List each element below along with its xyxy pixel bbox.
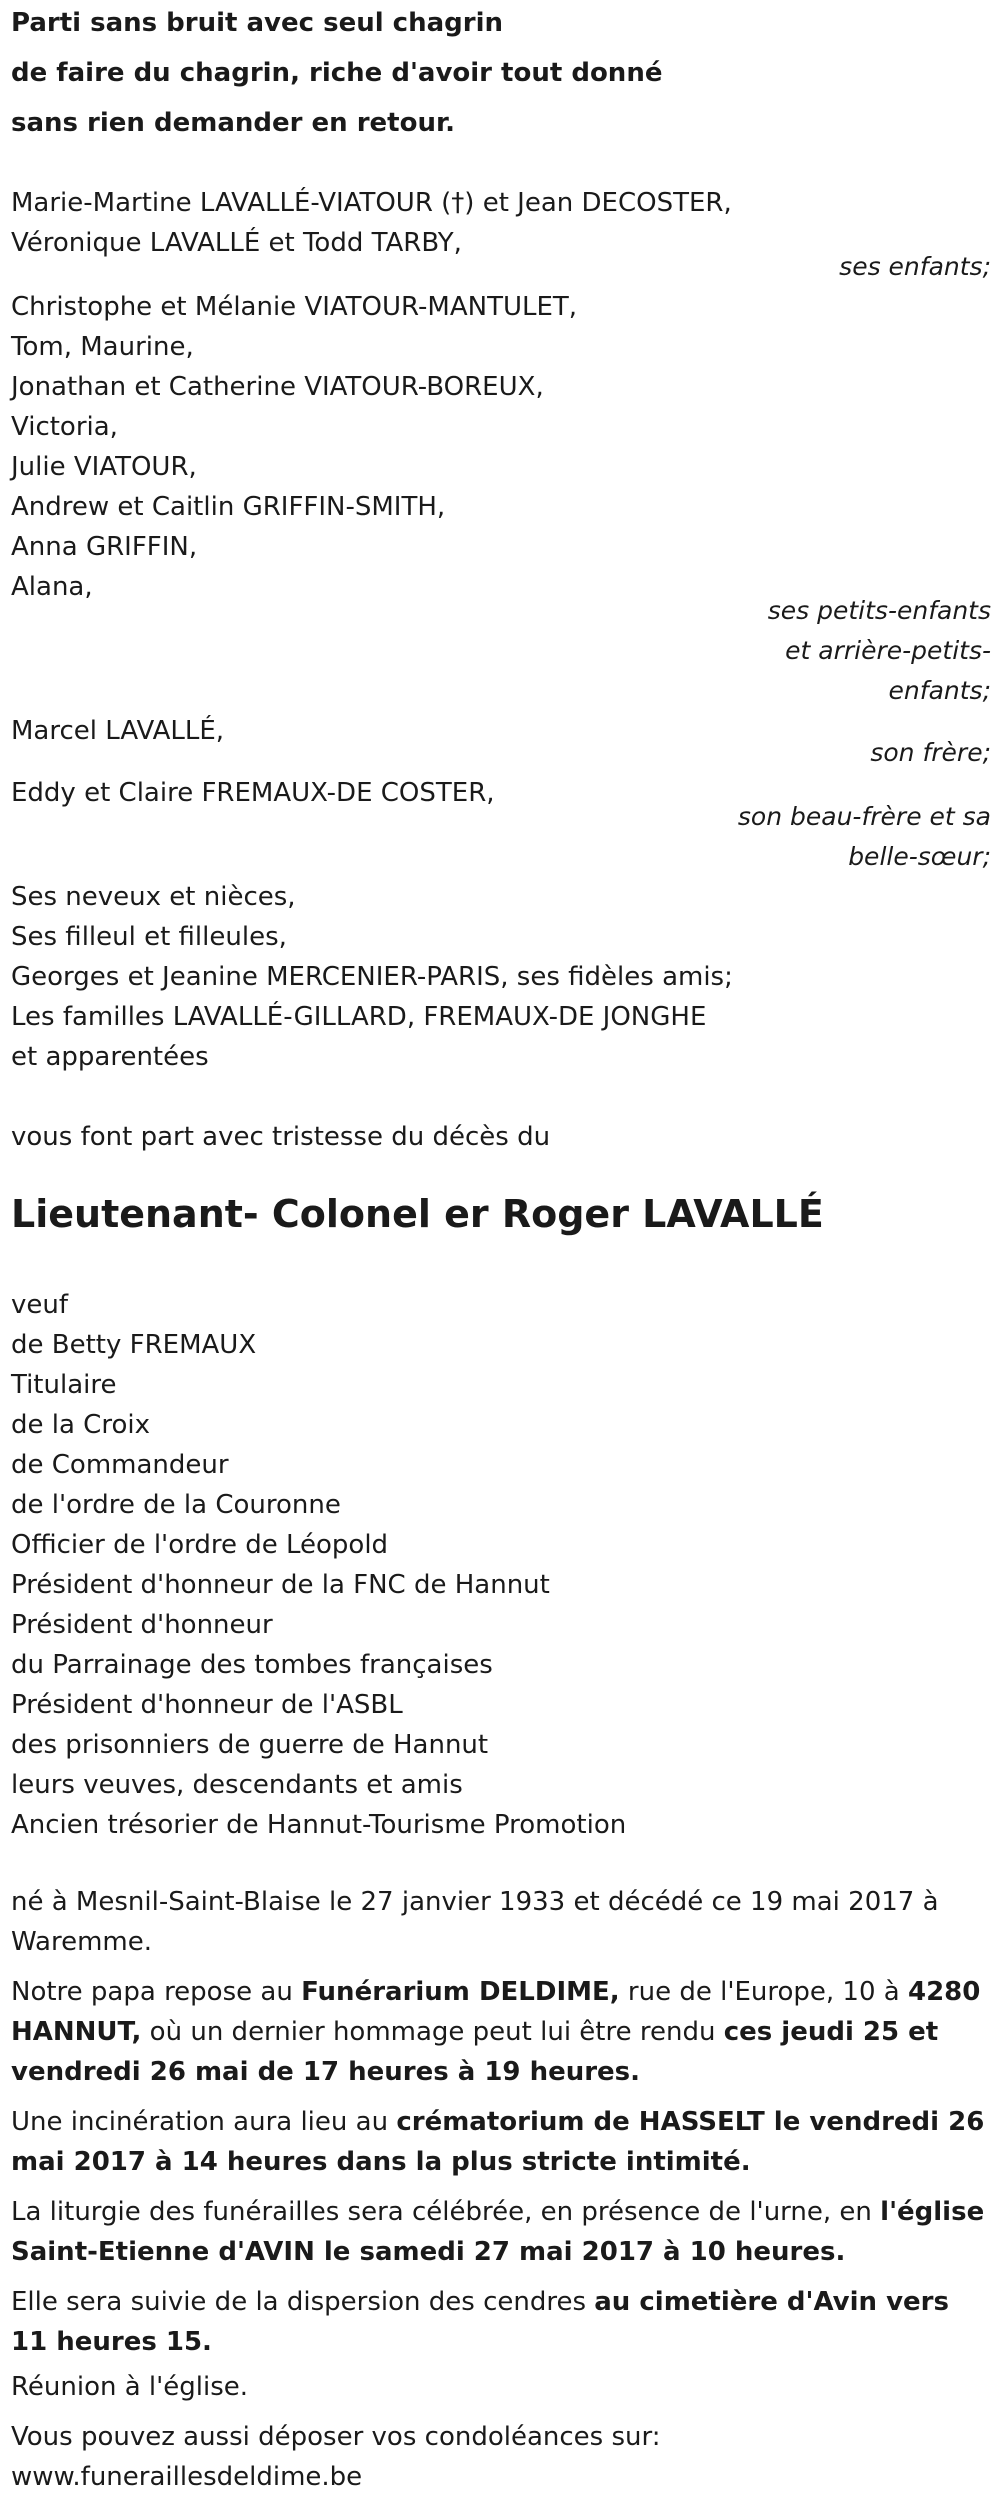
title-line: Président d'honneur de la FNC de Hannut	[11, 1570, 550, 1600]
relation-label: son beau-frère et sa	[737, 802, 991, 831]
family-line: Tom, Maurine,	[11, 332, 194, 362]
family-line: Christophe et Mélanie VIATOUR-MANTULET,	[11, 292, 578, 322]
family-line: et apparentées	[11, 1042, 209, 1072]
birth-death-info: né à Mesnil-Saint-Blaise le 27 janvier 1933 et décédé ce 19 mai 2017 à Waremme.	[11, 1887, 939, 1957]
title-line: de Betty FREMAUX	[11, 1330, 257, 1360]
title-line: Ancien trésorier de Hannut-Tourisme Promotion	[11, 1810, 627, 1840]
announcement: vous font part avec tristesse du décès du	[11, 1122, 551, 1152]
epigraph-line: de faire du chagrin, riche d'avoir tout donné	[11, 58, 663, 88]
family-line: Jonathan et Catherine VIATOUR-BOREUX,	[11, 372, 544, 402]
title-line: Président d'honneur	[11, 1610, 273, 1640]
epigraph-line: sans rien demander en retour.	[11, 108, 455, 138]
reunion-info: Réunion à l'église.	[11, 2372, 249, 2402]
relation-label: et arrière-petits-	[785, 636, 991, 665]
family-line: Alana,	[11, 572, 93, 602]
title-line: Officier de l'ordre de Léopold	[11, 1530, 389, 1560]
cremation-info: Une incinération aura lieu au crématorium de HASSELT le vendredi 26 mai 2017 à 14 heures dans la plus stricte intimité.	[11, 2107, 985, 2177]
family-line: Anna GRIFFIN,	[11, 532, 198, 562]
family-line: Victoria,	[11, 412, 118, 442]
liturgy-info: La liturgie des funérailles sera célébrée, en présence de l'urne, en l'église Saint-Etienne d'AVIN le samedi 27 mai 2017 à 10 heures.	[11, 2197, 985, 2267]
family-line: Andrew et Caitlin GRIFFIN-SMITH,	[11, 492, 446, 522]
relation-label: belle-sœur;	[848, 842, 991, 871]
ashes-info: Elle sera suivie de la dispersion des cendres au cimetière d'Avin vers 11 heures 15.	[11, 2287, 949, 2357]
relation-label: son frère;	[870, 738, 991, 767]
family-line: Marie-Martine LAVALLÉ-VIATOUR (†) et Jean DECOSTER,	[11, 188, 732, 218]
relation-label: ses petits-enfants	[767, 596, 991, 625]
title-line: Titulaire	[11, 1370, 117, 1400]
family-line: Georges et Jeanine MERCENIER-PARIS, ses fidèles amis;	[11, 962, 733, 992]
deceased-name: Lieutenant- Colonel er Roger LAVALLÉ	[11, 1192, 824, 1236]
condolences-info: Vous pouvez aussi déposer vos condoléances sur:	[11, 2422, 661, 2452]
title-line: veuf	[11, 1290, 69, 1320]
epigraph-line: Parti sans bruit avec seul chagrin	[11, 8, 504, 38]
title-line: Président d'honneur de l'ASBL	[11, 1690, 403, 1720]
family-line: Eddy et Claire FREMAUX-DE COSTER,	[11, 778, 495, 808]
website-link[interactable]	[11, 2462, 362, 2492]
family-line: Marcel LAVALLÉ,	[11, 716, 225, 746]
title-line: des prisonniers de guerre de Hannut	[11, 1730, 489, 1760]
title-line: de Commandeur	[11, 1450, 229, 1480]
relation-label: ses enfants;	[839, 252, 991, 281]
title-line: de la Croix	[11, 1410, 150, 1440]
family-line: Julie VIATOUR,	[11, 452, 197, 482]
family-line: Véronique LAVALLÉ et Todd TARBY,	[11, 228, 462, 258]
website-link-text[interactable]: www.funeraillesdeldime.be	[11, 2462, 363, 2492]
title-line: leurs veuves, descendants et amis	[11, 1770, 463, 1800]
relation-label: enfants;	[888, 676, 991, 705]
family-line: Les familles LAVALLÉ-GILLARD, FREMAUX-DE JONGHE	[11, 1002, 707, 1032]
family-line: Ses filleul et filleules,	[11, 922, 287, 952]
funerarium-info: Notre papa repose au Funérarium DELDIME, rue de l'Europe, 10 à 4280 HANNUT, où un dernier hommage peut lui être rendu ces jeudi 25 et vendredi 26 mai de 17 heures à 19 heures.	[11, 1977, 981, 2087]
family-line: Ses neveux et nièces,	[11, 882, 296, 912]
title-line: de l'ordre de la Couronne	[11, 1490, 341, 1520]
title-line: du Parrainage des tombes françaises	[11, 1650, 493, 1680]
